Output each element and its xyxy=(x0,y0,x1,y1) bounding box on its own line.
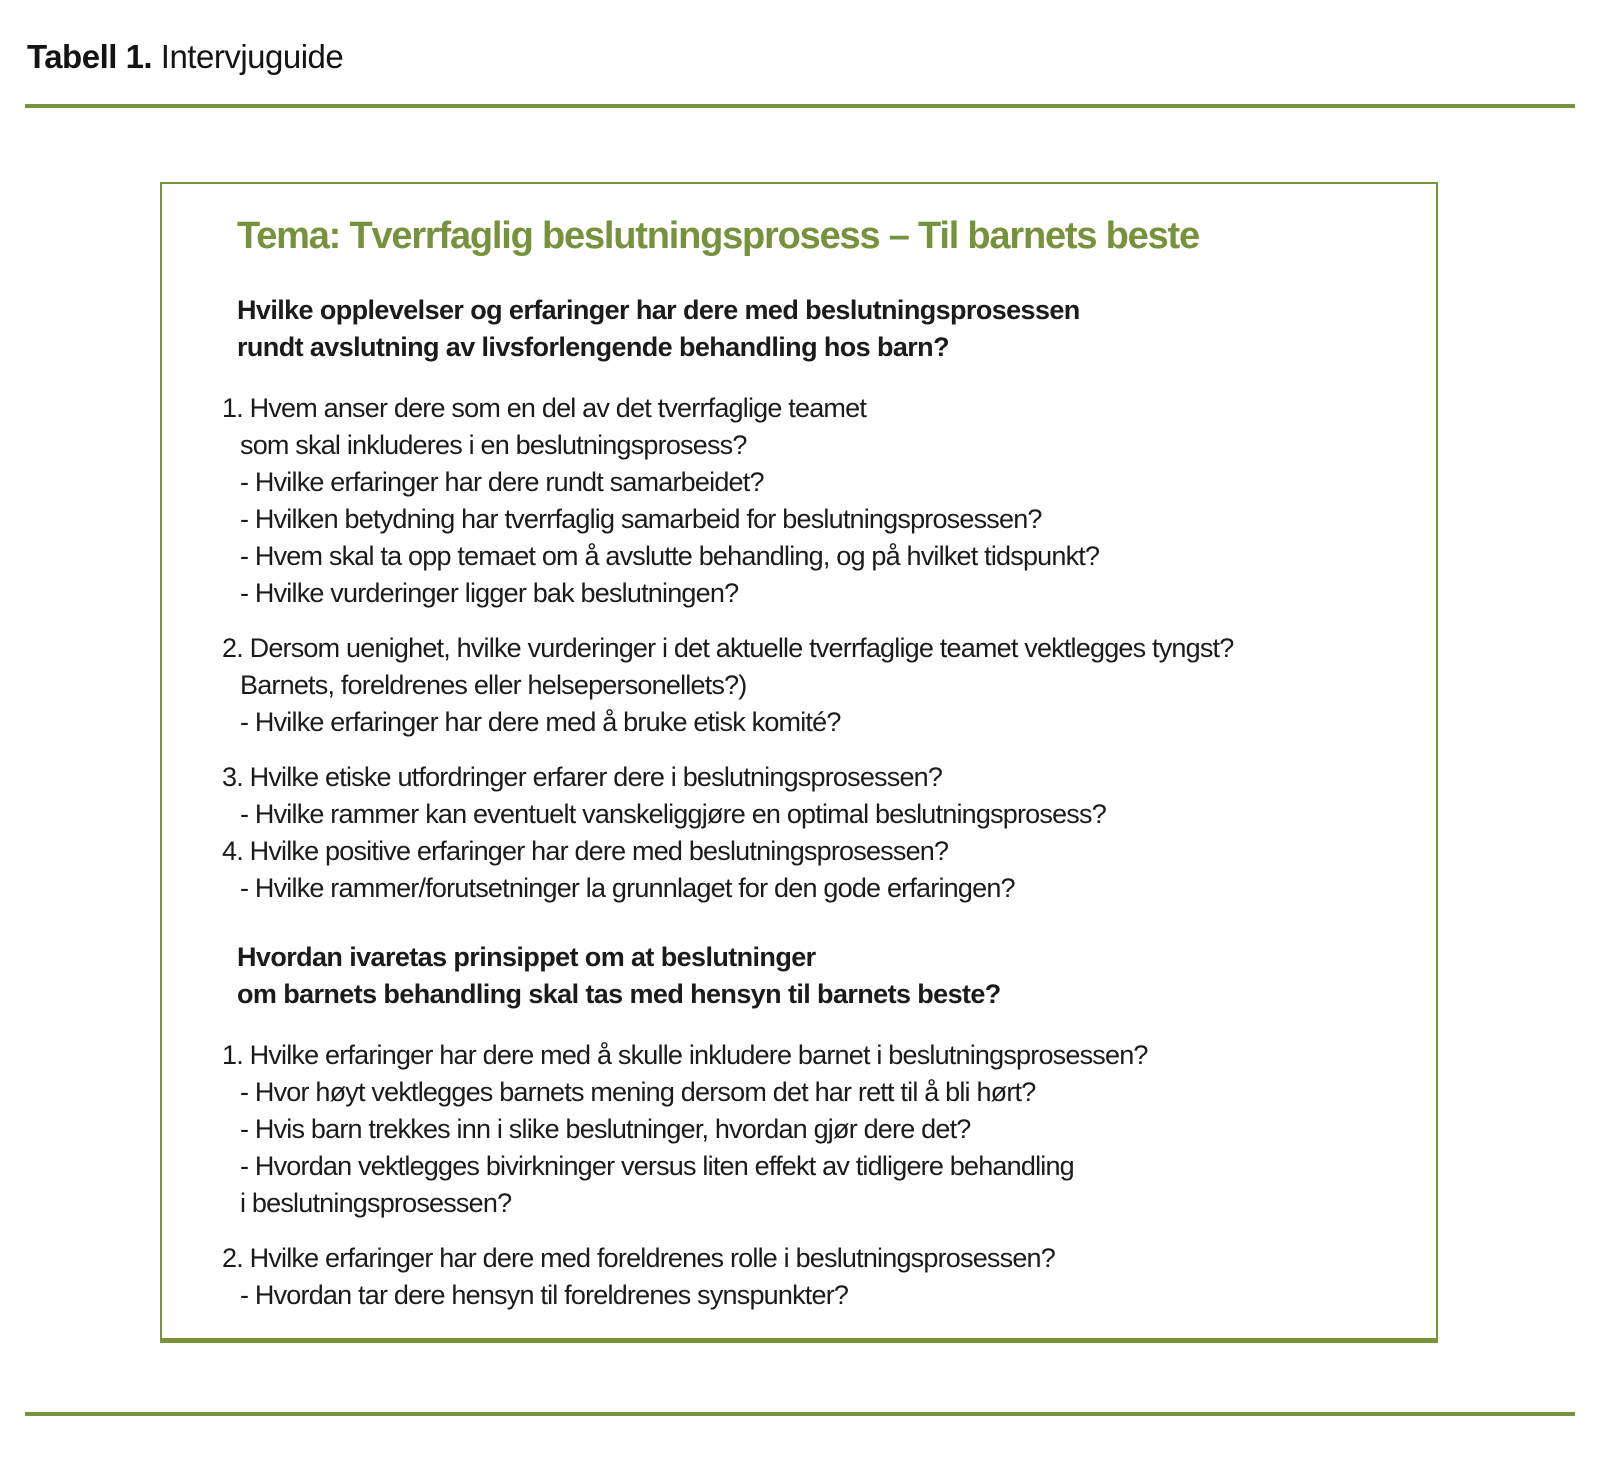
table-caption-label: Tabell 1. xyxy=(27,38,153,75)
question-group-childs-best xyxy=(222,939,1426,1314)
question-line: 4. Hvilke positive erfaringer har dere med beslutningsprosessen? xyxy=(222,836,949,866)
question-block xyxy=(222,1240,1426,1314)
question-line: 3. Hvilke etiske utfordringer erfarer dere i beslutningsprosessen? xyxy=(222,762,943,792)
probe-question-line: - Hvem skal ta opp temaet om å avslutte behandling, og på hvilket tidspunkt? xyxy=(240,541,1100,571)
lead-question-line: Hvordan ivaretas prinsippet om at beslutninger xyxy=(237,942,816,972)
question-line: 1. Hvem anser dere som en del av det tverrfaglige teamet xyxy=(222,393,867,423)
question-block xyxy=(222,1037,1426,1222)
question-line-cont: Barnets, foreldrenes eller helsepersonellets?) xyxy=(240,670,747,700)
question-line: 2. Hvilke erfaringer har dere med foreldrenes rolle i beslutningsprosessen? xyxy=(222,1243,1055,1273)
lead-question-line: Hvilke opplevelser og erfaringer har dere med beslutningsprosessen xyxy=(237,295,1080,325)
question-block xyxy=(222,390,1426,612)
lead-question-line: om barnets behandling skal tas med hensyn til barnets beste? xyxy=(237,979,1001,1009)
probe-question-line-cont: i beslutningsprosessen? xyxy=(240,1188,512,1218)
lead-question-line: rundt avslutning av livsforlengende behandling hos barn? xyxy=(237,332,949,362)
question-line: 2. Dersom uenighet, hvilke vurderinger i det aktuelle tverrfaglige teamet vektlegges tyngst? xyxy=(222,633,1234,663)
question-block xyxy=(222,630,1426,741)
probe-question-line: - Hvilke vurderinger ligger bak beslutningen? xyxy=(240,578,739,608)
question-line-cont: som skal inkluderes i en beslutningsprosess? xyxy=(240,430,747,460)
probe-question-line: - Hvilke erfaringer har dere med å bruke etisk komité? xyxy=(240,707,841,737)
interview-guide-panel xyxy=(160,182,1438,1343)
probe-question-line: - Hvilken betydning har tverrfaglig samarbeid for beslutningsprosessen? xyxy=(240,504,1042,534)
panel-theme-heading: Tema: Tverrfaglig beslutningsprosess – Til barnets beste xyxy=(237,215,1199,257)
probe-question-line: - Hvilke rammer kan eventuelt vanskeliggjøre en optimal beslutningsprosess? xyxy=(240,799,1106,829)
bottom-divider xyxy=(25,1412,1575,1416)
table-caption xyxy=(27,38,343,76)
probe-question-line: - Hvis barn trekkes inn i slike beslutninger, hvordan gjør dere det? xyxy=(240,1114,971,1144)
question-line: 1. Hvilke erfaringer har dere med å skulle inkludere barnet i beslutningsprosessen? xyxy=(222,1040,1148,1070)
lead-question xyxy=(237,939,1426,1013)
probe-question-line: - Hvordan vektlegges bivirkninger versus liten effekt av tidligere behandling xyxy=(240,1151,1074,1181)
question-group-decision-process xyxy=(222,292,1426,907)
top-divider xyxy=(25,104,1575,108)
probe-question-line: - Hvilke rammer/forutsetninger la grunnlaget for den gode erfaringen? xyxy=(240,873,1015,903)
question-block xyxy=(222,759,1426,907)
lead-question xyxy=(237,292,1426,366)
probe-question-line: - Hvordan tar dere hensyn til foreldrenes synspunkter? xyxy=(240,1280,849,1310)
probe-question-line: - Hvor høyt vektlegges barnets mening dersom det har rett til å bli hørt? xyxy=(240,1077,1036,1107)
table-caption-text: Intervjuguide xyxy=(160,38,344,75)
probe-question-line: - Hvilke erfaringer har dere rundt samarbeidet? xyxy=(240,467,764,497)
